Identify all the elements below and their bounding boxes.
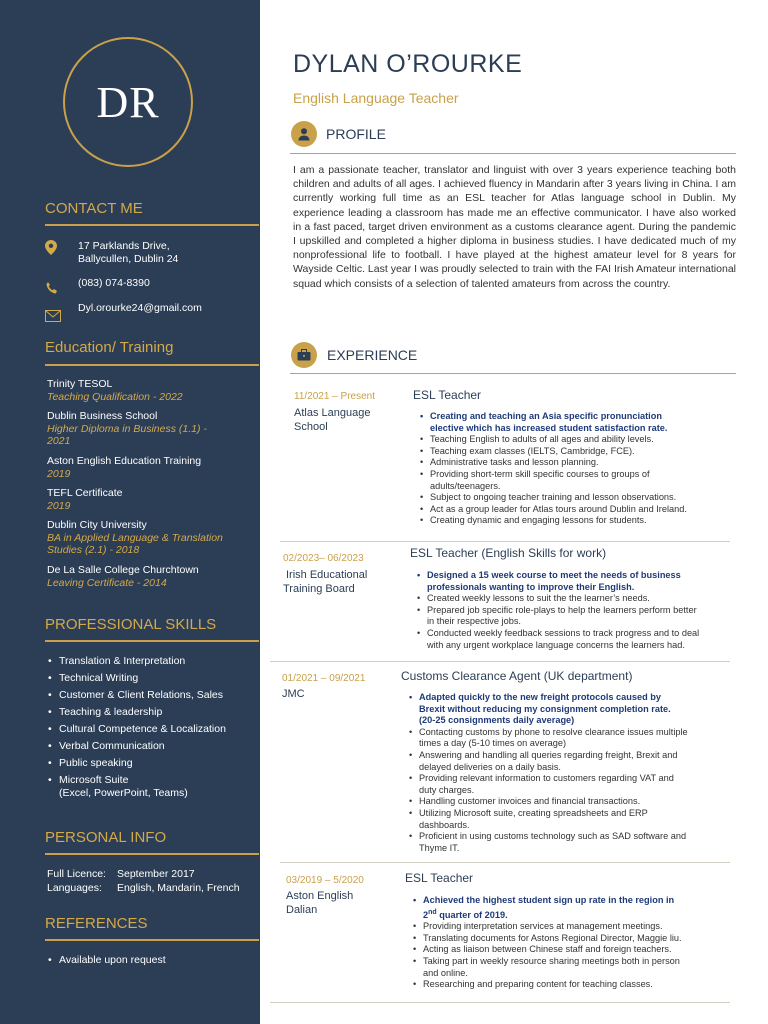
envelope-icon xyxy=(45,302,78,326)
education-detail: Studies (2.1) - 2018 xyxy=(47,544,140,556)
job-bullet: • Contacting customs by phone to resolve clearance issues multiple times a day (5-10 times on average) xyxy=(409,726,688,749)
education-item xyxy=(47,410,252,448)
job-bullet: • Taking part in weekly resource sharing meetings both in person and online. xyxy=(413,956,680,978)
personal-info-divider xyxy=(45,853,259,855)
skills-divider xyxy=(45,640,259,642)
job-bullet: • Teaching English to adults of all ages and ability levels. xyxy=(420,434,654,445)
education-detail: Higher Diploma in Business (1.1) - xyxy=(47,422,207,435)
phone-number[interactable]: (083) 074-8390 xyxy=(78,277,150,289)
job-bullet: • Providing relevant information to customers regarding VAT and duty charges. xyxy=(409,773,674,795)
licence-value: September 2017 xyxy=(117,868,195,880)
job-bullets xyxy=(420,411,730,527)
job-organization: Atlas Language School xyxy=(294,407,371,433)
education-title: TEFL Certificate xyxy=(47,487,123,499)
skills-heading: PROFESSIONAL SKILLS xyxy=(45,616,217,633)
education-title: Dublin Business School xyxy=(47,410,158,422)
contact-heading: CONTACT ME xyxy=(45,200,143,217)
experience-heading: EXPERIENCE xyxy=(327,347,418,363)
education-divider xyxy=(45,364,259,366)
profile-text: I am a passionate teacher, translator and linguist with over 3 years experience teaching both children and adults of all ages. I achieved fluency in Mandarin after 3 years living in China. I am currently working full time as an ESL teacher for Atlas language school in Dublin. My experience leading a classroom has made me an effective communicator. I have also worked in a fast paced, target driven environment as a customs clearance agent. During the pandemic I upskilled and completed a higher diploma in business studies. I have dedicated much of my nonprofessional life to football. I have played at the highest amateur level for 8 years for Wayside Celtic. Last year I was proudly selected to train with the FAI Irish Amateur international squad which consists of a selection of talented amateurs from across the country. xyxy=(293,164,736,290)
education-heading: Education/ Training xyxy=(45,339,174,356)
job-organization: JMC xyxy=(282,688,305,700)
skill-item: • Public speaking xyxy=(48,757,133,769)
job-title: English Language Teacher xyxy=(293,90,459,106)
job-bullets xyxy=(417,570,737,651)
job-bullet: • Handling customer invoices and financial transactions. xyxy=(409,796,641,807)
job-bullet: • Creating dynamic and engaging lessons for students. xyxy=(420,515,647,526)
education-title: De La Salle College Churchtown xyxy=(47,564,199,576)
job-bullet: • Created weekly lessons to suit the the learner’s needs. xyxy=(417,593,650,604)
job-bullet: • Teaching exam classes (IELTS, Cambridge, FCE). xyxy=(420,445,635,456)
job-bullet: • Acting as liaison between Chinese staff and foreign teachers. xyxy=(413,944,672,955)
job-bullet: • Proficient in using customs technology such as SAD software and Thyme IT. xyxy=(409,831,687,853)
job-separator xyxy=(280,862,730,863)
job-separator xyxy=(270,1002,730,1003)
briefcase-icon xyxy=(291,342,317,368)
email-address[interactable]: Dyl.orourke24@gmail.com xyxy=(78,302,202,314)
contact-email xyxy=(45,302,255,326)
education-detail: Teaching Qualification - 2022 xyxy=(47,390,183,403)
personal-info-heading: PERSONAL INFO xyxy=(45,829,167,846)
skill-item: • Microsoft Suite (Excel, PowerPoint, Teams) xyxy=(48,774,188,799)
job-date: 11/2021 – Present xyxy=(294,391,375,402)
languages-row xyxy=(47,881,240,895)
skill-item: • Customer & Client Relations, Sales xyxy=(48,689,223,701)
job-role: ESL Teacher xyxy=(413,388,482,402)
job-bullet: • Utilizing Microsoft suite, creating spreadsheets and ERP dashboards. xyxy=(409,807,648,830)
job-organization: Irish Educational Training Board xyxy=(283,569,368,595)
education-title: Trinity TESOL xyxy=(47,378,113,390)
contact-address xyxy=(45,240,255,266)
education-item xyxy=(47,564,252,589)
location-pin-icon xyxy=(45,240,78,266)
job-role: ESL Teacher (English Skills for work) xyxy=(410,546,607,560)
skill-item: • Technical Writing xyxy=(48,672,139,684)
education-item xyxy=(47,519,252,557)
profile-heading: PROFILE xyxy=(326,126,386,142)
job-date: 01/2021 – 09/2021 xyxy=(282,673,366,684)
skill-item: • Teaching & leadership xyxy=(48,706,163,718)
education-detail: BA in Applied Language & Translation xyxy=(47,531,223,544)
job-date: 03/2019 – 5/2020 xyxy=(286,875,364,886)
job-bullets xyxy=(413,895,733,991)
job-bullet: • Researching and preparing content for teaching classes. xyxy=(413,979,653,990)
monogram-badge: DR xyxy=(63,37,193,167)
phone-icon xyxy=(45,277,78,299)
main-content xyxy=(260,0,768,1024)
job-date: 02/2023– 06/2023 xyxy=(283,553,364,564)
contact-divider xyxy=(45,224,259,226)
sidebar xyxy=(0,0,260,1024)
references-divider xyxy=(45,939,259,941)
skill-item: • Translation & Interpretation xyxy=(48,655,186,667)
education-item xyxy=(47,378,252,403)
licence-label: Full Licence: xyxy=(47,868,106,880)
job-highlight: • Designed a 15 week course to meet the needs of business professionals wanting to improve their English. xyxy=(417,570,681,592)
user-icon xyxy=(291,121,317,147)
education-detail: 2019 xyxy=(47,499,71,512)
job-bullet: • Administrative tasks and lesson planning. xyxy=(420,457,599,468)
job-bullet: • Act as a group leader for Atlas tours around Dublin and Ireland. xyxy=(420,503,687,514)
skill-item: • Verbal Communication xyxy=(48,740,165,752)
job-organization: Aston English Dalian xyxy=(286,890,354,916)
education-item xyxy=(47,487,252,512)
job-bullet: • Subject to ongoing teacher training and lesson observations. xyxy=(420,492,677,503)
job-bullets xyxy=(409,692,729,854)
skill-item: • Cultural Competence & Localization xyxy=(48,723,226,735)
skills-list xyxy=(48,655,258,804)
references-item: • Available upon request xyxy=(48,954,166,966)
education-detail: Leaving Certificate - 2014 xyxy=(47,576,167,589)
contact-phone xyxy=(45,277,255,299)
job-bullet: • Prepared job specific role-plays to help the learners perform better in their respective jobs. xyxy=(417,604,697,627)
experience-divider xyxy=(290,373,736,374)
address-line-2: Ballycullen, Dublin 24 xyxy=(78,253,179,265)
job-highlight: • Creating and teaching an Asia specific pronunciation elective which has increased student satisfaction rate. xyxy=(420,411,668,433)
job-bullet: • Providing interpretation services at management meetings. xyxy=(413,921,663,932)
languages-value: English, Mandarin, French xyxy=(117,882,240,894)
profile-divider xyxy=(290,153,736,154)
languages-label: Languages: xyxy=(47,882,102,894)
education-item xyxy=(47,455,252,480)
candidate-name: DYLAN O’ROURKE xyxy=(293,50,523,78)
job-bullet: • Answering and handling all queries regarding freight, Brexit and delayed deliveries on a daily basis. xyxy=(409,749,678,772)
references-heading: REFERENCES xyxy=(45,915,148,932)
education-title: Aston English Education Training xyxy=(47,455,202,467)
education-detail: 2021 xyxy=(47,435,71,447)
job-highlight: • Adapted quickly to the new freight protocols caused by Brexit without reducing my consignment completion rate. (20-25 consignments daily average) xyxy=(409,692,671,726)
job-highlight: • Achieved the highest student sign up rate in the region in 2nd quarter of 2019. xyxy=(413,895,675,920)
education-title: Dublin City University xyxy=(47,519,147,531)
licence-row xyxy=(47,867,195,881)
address-line-1: 17 Parklands Drive, xyxy=(78,240,170,252)
job-role: Customs Clearance Agent (UK department) xyxy=(401,669,633,683)
job-separator xyxy=(280,541,730,542)
job-bullet: • Providing short-term skill specific courses to groups of adults/teenagers. xyxy=(420,468,650,491)
job-bullet: • Conducted weekly feedback sessions to track progress and to deal with any urgent workplace language concerns the learners had. xyxy=(417,627,700,650)
job-separator xyxy=(270,661,730,662)
education-detail: 2019 xyxy=(47,467,71,480)
job-role: ESL Teacher xyxy=(405,871,474,885)
job-bullet: • Translating documents for Astons Regional Director, Maggie liu. xyxy=(413,932,682,943)
